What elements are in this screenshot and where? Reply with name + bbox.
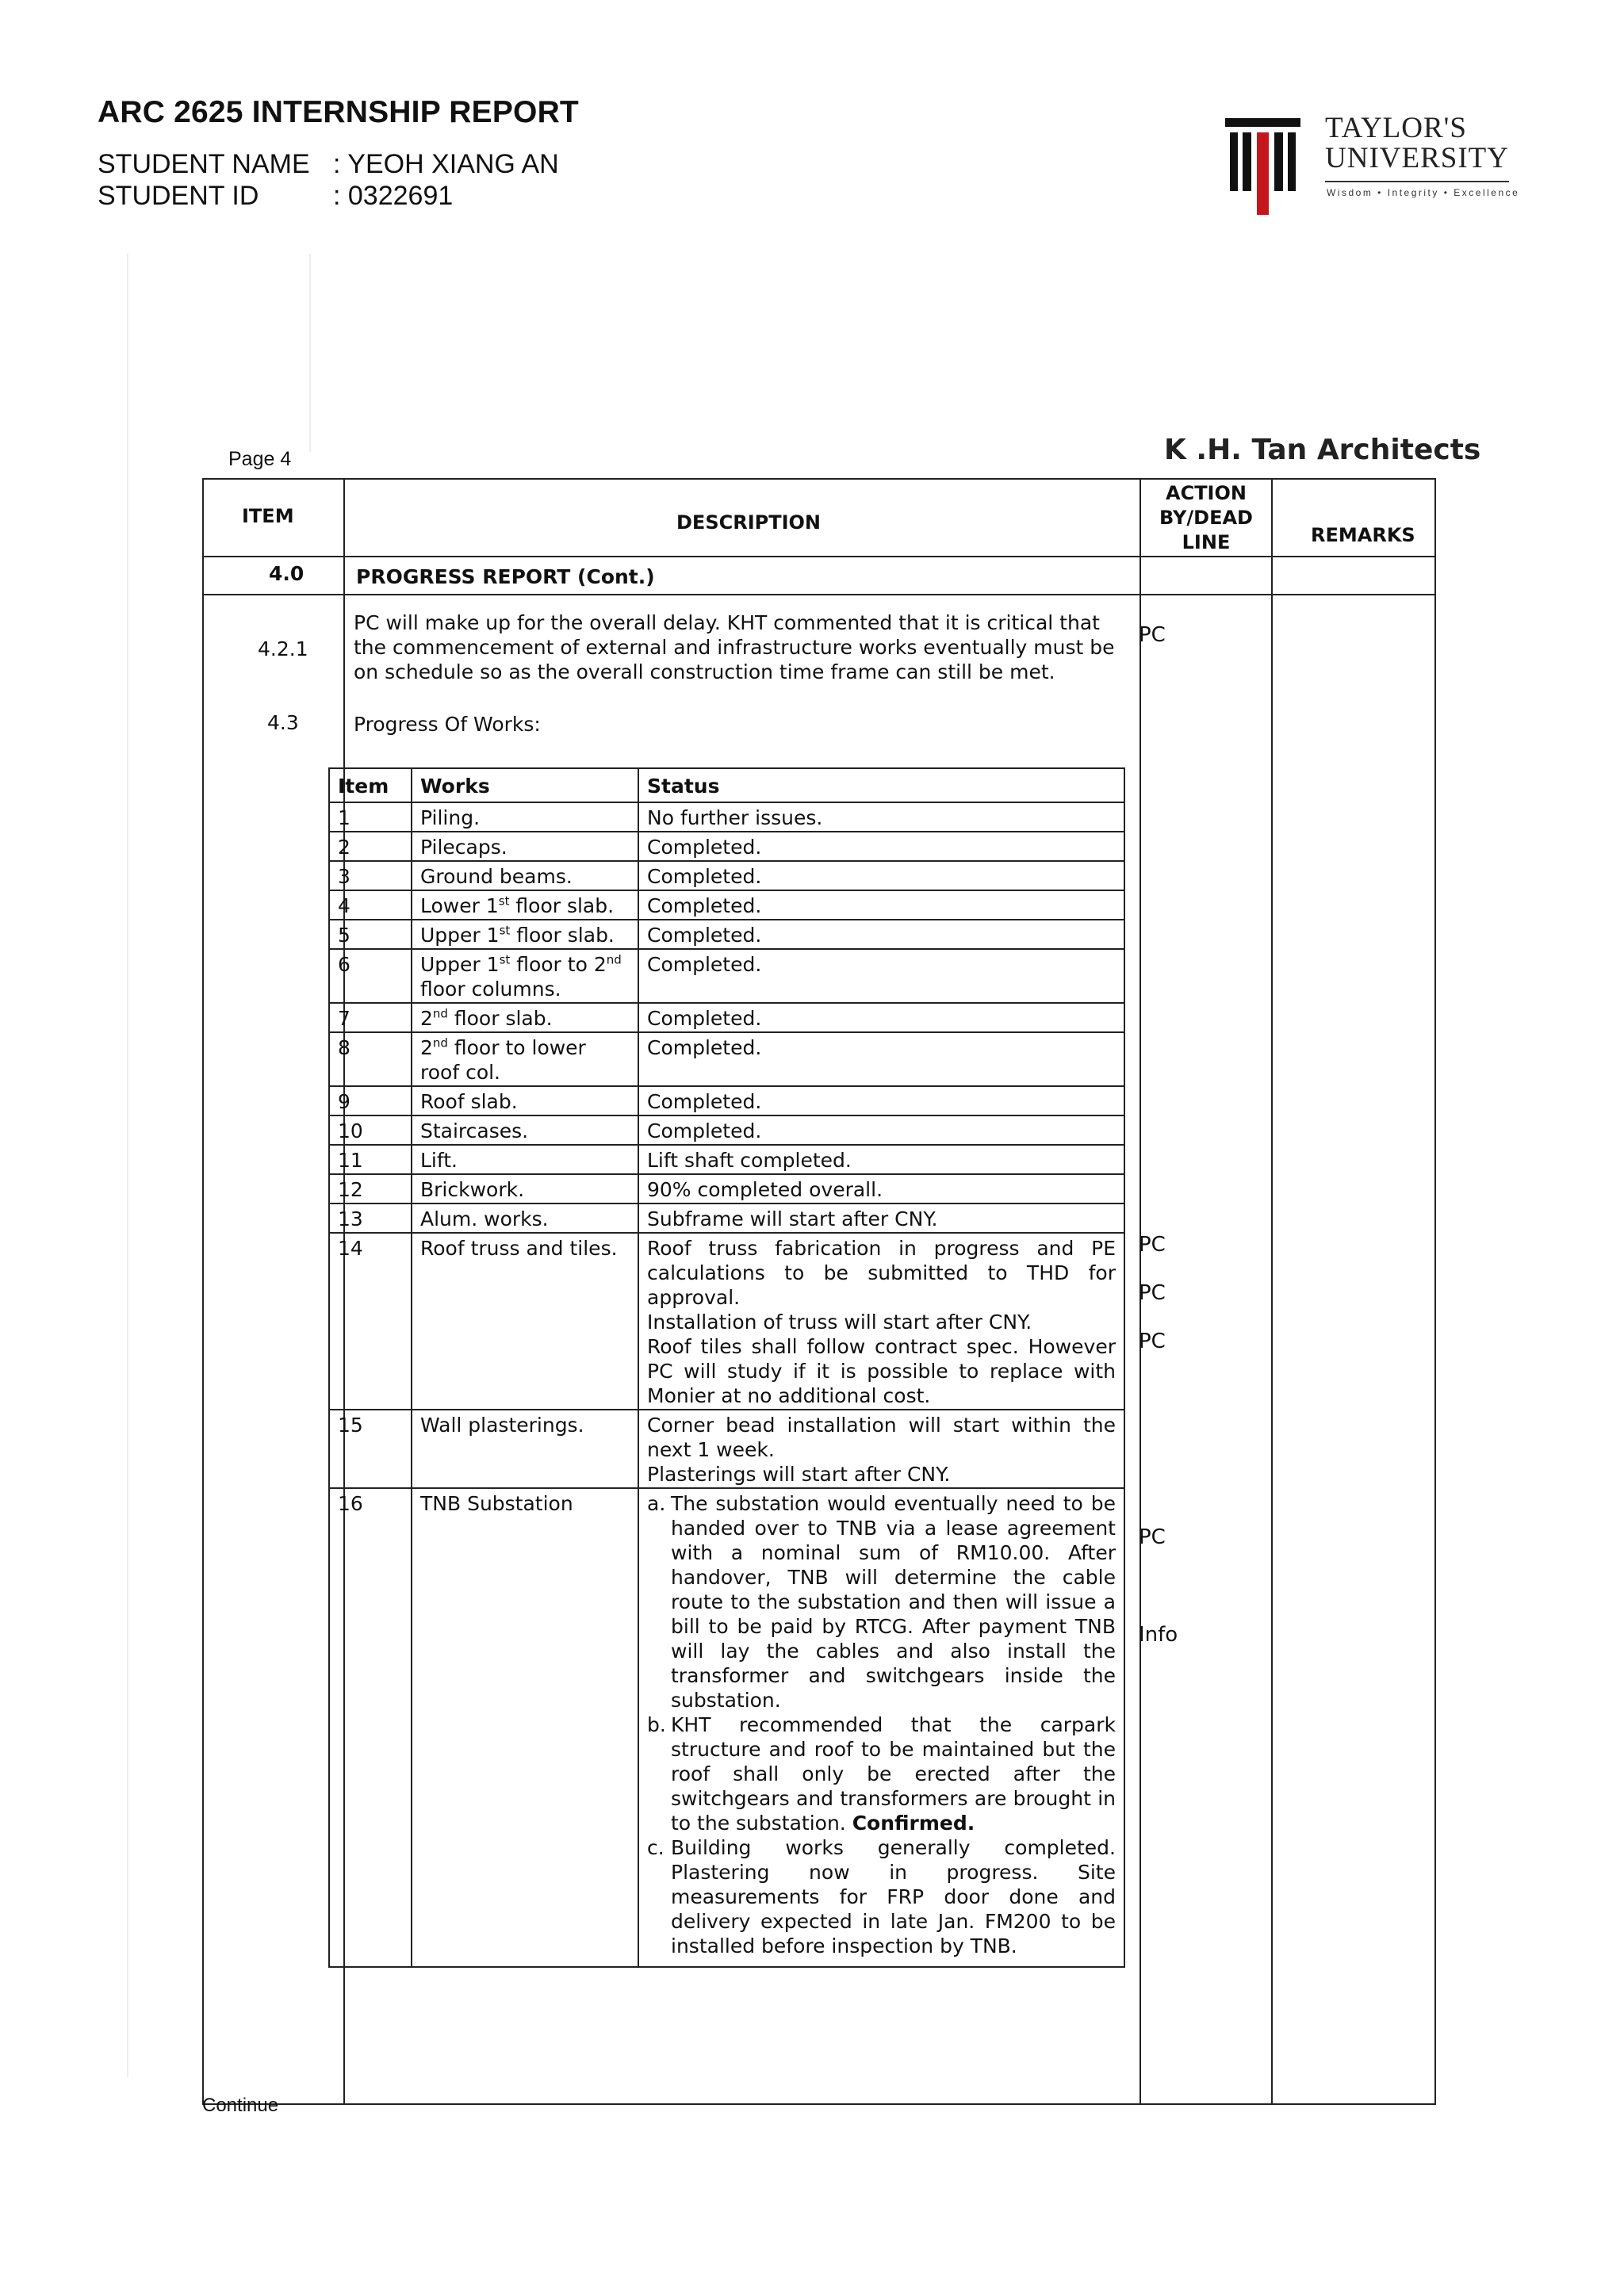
- works-status: Completed.: [638, 920, 1124, 949]
- works-item-no: 8: [329, 1032, 412, 1086]
- minutes-page-number: Page 4: [228, 448, 292, 470]
- university-logo: [1225, 112, 1520, 218]
- header-action-line2: BY/DEAD: [1159, 507, 1253, 529]
- status-line: Roof truss fabrication in progress and PE calculations to be submitted to THD for approval.: [647, 1237, 1116, 1309]
- section-number: 4.0: [269, 562, 304, 585]
- item-number-4-3: 4.3: [267, 711, 299, 734]
- table-row: [329, 949, 1124, 1003]
- header-remarks: REMARKS: [1311, 524, 1415, 546]
- works-item-no: 1: [329, 802, 412, 832]
- scan-edge-left: [127, 254, 128, 2077]
- student-name-row: [98, 149, 559, 180]
- works-header-status: Status: [638, 768, 1124, 802]
- works-item-no: 11: [329, 1145, 412, 1174]
- table-row: [329, 832, 1124, 861]
- works-header-item: Item: [329, 768, 412, 802]
- action-tnb-substation: Info: [1139, 1623, 1178, 1647]
- works-header-works: Works: [412, 768, 638, 802]
- works-status: Lift shaft completed.: [638, 1145, 1124, 1174]
- works-status: Subframe will start after CNY.: [638, 1203, 1124, 1233]
- university-name-line2: UNIVERSITY: [1325, 142, 1509, 174]
- header-action-line3: LINE: [1182, 531, 1231, 553]
- item-text-4-3: Progress Of Works:: [354, 713, 541, 736]
- student-id-value: : 0322691: [333, 181, 454, 211]
- works-name: Lift.: [412, 1145, 638, 1174]
- status-line: Roof tiles shall follow contract spec. However PC will study if it is possible to replace with Monier at no additional cost.: [647, 1335, 1116, 1407]
- table-row: [329, 1115, 1124, 1145]
- confirmed-label: Confirmed.: [852, 1812, 975, 1835]
- works-item-no: 4: [329, 890, 412, 920]
- works-status: Completed.: [638, 1032, 1124, 1086]
- works-name: Roof slab.: [412, 1086, 638, 1115]
- works-name: Alum. works.: [412, 1203, 638, 1233]
- university-name-line1: TAYLOR'S: [1325, 112, 1467, 144]
- works-name: Upper 1st floor slab.: [412, 920, 638, 949]
- table-row: [329, 1003, 1124, 1032]
- table-row: [329, 1086, 1124, 1115]
- list-item: b. KHT recommended that the carpark structure and roof to be maintained but the roof shall only be erected after the switchgears and transformers are brought in to the substation. Confirmed.: [647, 1713, 1116, 1835]
- works-name: Piling.: [412, 802, 638, 832]
- action-brickwork: PC: [1139, 1233, 1166, 1257]
- report-title: ARC 2625 INTERNSHIP REPORT: [98, 95, 579, 129]
- list-item: a. The substation would eventually need to be handed over to TNB via a lease agreement with a nominal sum of RM10.00. After handover, TNB will determine the cable route to the substation and then will issue a bill to be paid by RTCG. After payment TNB will lay the cables and also install the transformer and switchgears inside the substation.: [647, 1492, 1116, 1712]
- table-row: [329, 802, 1124, 832]
- works-status: 90% completed overall.: [638, 1174, 1124, 1203]
- works-status: Completed.: [638, 1086, 1124, 1115]
- university-motto: Wisdom • Integrity • Excellence: [1327, 187, 1520, 198]
- status-line: Installation of truss will start after CNY.: [647, 1311, 1032, 1334]
- item-text-4-2-1: PC will make up for the overall delay. KHT commented that it is critical that the commencement of external and infrastructure works eventually must be on schedule so as the overall construction time frame can still be met.: [354, 611, 1115, 683]
- works-item-no: 15: [329, 1410, 412, 1488]
- works-status: [638, 1410, 1124, 1488]
- works-status: Completed.: [638, 832, 1124, 861]
- header-item: ITEM: [242, 505, 294, 527]
- table-row: [329, 1203, 1124, 1233]
- works-status: [638, 1488, 1124, 1967]
- works-name: Wall plasterings.: [412, 1410, 638, 1488]
- works-name: Roof truss and tiles.: [412, 1233, 638, 1410]
- works-status: Completed.: [638, 949, 1124, 1003]
- header-row-rule: [204, 556, 1434, 557]
- works-name: 2nd floor slab.: [412, 1003, 638, 1032]
- works-status: No further issues.: [638, 802, 1124, 832]
- works-status: Completed.: [638, 890, 1124, 920]
- works-status: Completed.: [638, 861, 1124, 890]
- status-line: Plasterings will start after CNY.: [647, 1463, 951, 1486]
- scan-edge-inner: [309, 254, 311, 452]
- item-number-4-2-1: 4.2.1: [258, 637, 308, 660]
- status-line: Corner bead installation will start within the next 1 week.: [647, 1414, 1116, 1461]
- progress-of-works-table: [328, 767, 1125, 1968]
- student-id-row: [98, 181, 453, 212]
- table-row: [329, 861, 1124, 890]
- table-row: [329, 1032, 1124, 1086]
- works-name: Upper 1st floor to 2nd floor columns.: [412, 949, 638, 1003]
- action-roof-truss: PC: [1139, 1330, 1166, 1353]
- action-4-2-1: PC: [1139, 623, 1166, 647]
- table-row: [329, 1145, 1124, 1174]
- action-alum-works: PC: [1139, 1281, 1166, 1305]
- logo-divider: [1325, 181, 1509, 182]
- substation-notes: [647, 1491, 1116, 1958]
- works-status: Completed.: [638, 1115, 1124, 1145]
- works-name: Pilecaps.: [412, 832, 638, 861]
- student-id-label: STUDENT ID: [98, 181, 259, 211]
- works-header-row: [329, 768, 1124, 802]
- works-status: Completed.: [638, 1003, 1124, 1032]
- header-action-line1: ACTION: [1166, 482, 1247, 504]
- university-crest-icon: [1225, 115, 1316, 218]
- action-wall-plastering: PC: [1139, 1525, 1166, 1549]
- works-item-no: 14: [329, 1233, 412, 1410]
- table-row: [329, 1174, 1124, 1203]
- table-row: [329, 890, 1124, 920]
- firm-name: K .H. Tan Architects: [1164, 434, 1481, 466]
- header-action: [1144, 481, 1268, 555]
- student-name-value: : YEOH XIANG AN: [333, 149, 559, 179]
- works-item-no: 7: [329, 1003, 412, 1032]
- section-title: PROGRESS REPORT (Cont.): [356, 565, 655, 588]
- action-column-rule: [1271, 480, 1273, 2103]
- table-row: [329, 920, 1124, 949]
- works-item-no: 10: [329, 1115, 412, 1145]
- works-item-no: 3: [329, 861, 412, 890]
- student-name-label: STUDENT NAME: [98, 149, 310, 179]
- works-name: Staircases.: [412, 1115, 638, 1145]
- works-item-no: 6: [329, 949, 412, 1003]
- works-name: TNB Substation: [412, 1488, 638, 1967]
- works-item-no: 5: [329, 920, 412, 949]
- works-item-no: 13: [329, 1203, 412, 1233]
- works-name: 2nd floor to lower roof col.: [412, 1032, 638, 1086]
- list-item: c. Building works generally completed. Plastering now in progress. Site measurements for FRP door done and delivery expected in late Jan. FM200 to be installed before inspection by TNB.: [647, 1836, 1116, 1957]
- works-item-no: 12: [329, 1174, 412, 1203]
- works-item-no: 2: [329, 832, 412, 861]
- works-name: Brickwork.: [412, 1174, 638, 1203]
- header-description: DESCRIPTION: [676, 511, 822, 534]
- table-row: [329, 1488, 1124, 1967]
- works-name: Ground beams.: [412, 861, 638, 890]
- section-row-rule: [204, 594, 1434, 595]
- works-status: [638, 1233, 1124, 1410]
- works-item-no: 9: [329, 1086, 412, 1115]
- table-row: [329, 1410, 1124, 1488]
- table-row: [329, 1233, 1124, 1410]
- works-item-no: 16: [329, 1488, 412, 1967]
- university-name: [1325, 113, 1509, 174]
- continue-label: Continue: [202, 2095, 279, 2116]
- works-name: Lower 1st floor slab.: [412, 890, 638, 920]
